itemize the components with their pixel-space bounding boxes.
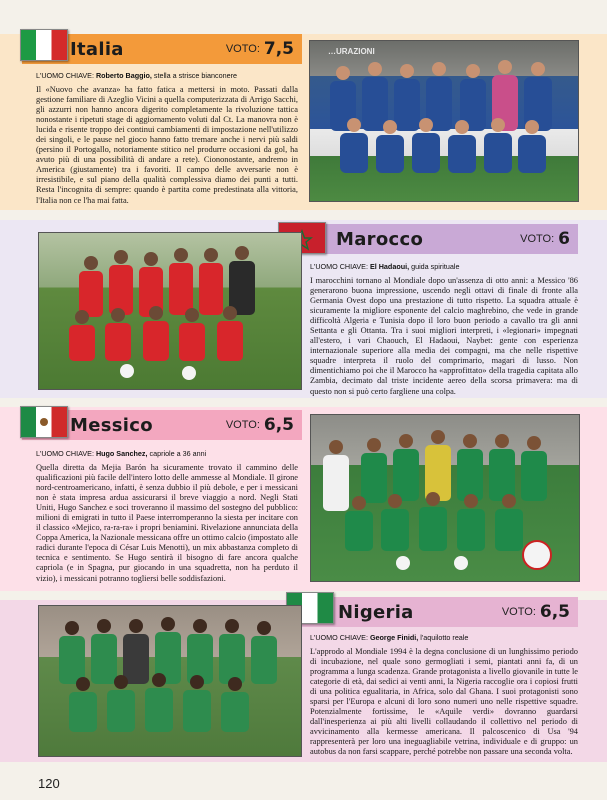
nigeria-players-illustration	[39, 606, 301, 756]
nigeria-team-name: Nigeria	[338, 601, 414, 623]
marocco-voto: 6	[558, 229, 570, 249]
marocco-team-photo	[38, 232, 302, 390]
italia-key-player: L'UOMO CHIAVE: Roberto Baggio, stella a strisce bianconere	[36, 71, 237, 80]
messico-players-illustration	[311, 415, 579, 581]
italia-team-photo	[309, 40, 579, 202]
italia-voto-label: VOTO:	[225, 43, 260, 55]
italia-voto: 7,5	[263, 39, 294, 59]
messico-article-text: Quella diretta da Mejia Barón ha sicuramente trovato il cammino delle qualificazioni più facile dell'intero lotto delle ammesse al Mondiale. Il girone nord-centroamericano, infatti, è senza dubbio il più debole, e per i messicani non è stata impresa ardua assicurarsi il breve viaggio a nord. Negli Stati Uniti, Hugo Sanchez e soci troveranno il massimo del sostegno del pubblico: milioni di emigrati in tutto il Paese interromperanno la siesta per incitare con il classico «Mejico, ra-ra-ra» i propri beniamini. Rivelazione annunciata della Coppa America, la Nazionale messicana offre un ottimo calcio (impostato alle radici durante l'epoca di César Luis Menotti), un mix abbastanza completo di tecnica e sentimento. Se Hugo sentirà il bisogno di fare ancora qualche capriola (e in Spagna, pur giocando in una squadretta, non ha perduto il vizio), i messicani potranno togliersi belle soddisfazioni.	[36, 463, 298, 583]
messico-voto: 6,5	[263, 415, 294, 435]
nigeria-key-player: L'UOMO CHIAVE: George Finidi, l'aquilotto reale	[310, 633, 469, 642]
nigeria-article-text: L'approdo al Mondiale 1994 è la degna conclusione di un lunghissimo periodo di incubazione, nel quale sono germogliati i semi, piantati anni fa, di un programma a lunga scadenza. Grande protagonista a livello giovanile in tutte le categorie di età, dai sedici ai venti anni, la Nigeria raccoglie ora i copiosi frutti di una politica egualitaria, in Africa, solo dal Ghana. I suoi protagonisti sono sparsi per l'Europa e alcuni di loro sono numeri uno nelle rispettive squadre. Potenzialmente fortissime, le «Aquile verdi» dovranno guardarsi dall'inesperienza ai più alti livelli collaudando il collettivo nel periodo di avvicinamento alla kermesse americana. Il palcoscenico di Usa '94 rappresenterà per loro una ineguagliabile vetrina, individuale e di gruppo: un autobus da non farsi scappare, perché potrebbe non passare una seconda volta.	[310, 647, 578, 757]
messico-voto-label: VOTO:	[225, 419, 260, 431]
messico-key-player-name: Hugo Sanchez,	[95, 449, 148, 458]
marocco-key-player-name: El Hadaoui,	[369, 262, 410, 271]
mexico-emblem-icon	[21, 407, 67, 437]
nigeria-voto: 6,5	[539, 602, 570, 622]
messico-team-photo	[310, 414, 580, 582]
italia-stadium-banner: …URAZIONI	[328, 47, 375, 56]
marocco-team-name: Marocco	[336, 228, 424, 250]
messico-team-name: Messico	[70, 414, 153, 436]
italia-key-player-name: Roberto Baggio,	[95, 71, 152, 80]
page-number: 120	[38, 776, 60, 791]
marocco-players-illustration	[39, 233, 301, 389]
italia-team-name: Italia	[70, 38, 124, 60]
italia-article-text: Il «Nuovo che avanza» ha fatto fatica a mettersi in moto. Passati dalla gestione familiare di Azeglio Vicini a quella computerizzata di Arrigo Sacchi, gli azzurri non hanno ancora digerito completamente la rivoluzione tattica nonostante i ripetuti stage di aggiornamento voluti dal Ct. La manovra non è lucida e risente troppo dei continui cambiamenti di impostazione nell'utilizzo dei singoli, e le pause nel gioco hanno fatto tremare anche i nervi più saldi (persino il Portogallo, notoriamente stitico nel produrre occasioni da gol, ha avuto più di una possibilità di andare a rete). Ciononostante, andremo in America (giustamente) tra i favoriti. Il campo delle avversarie non è irresistibile, e sul piano della qualità complessiva diamo dei punti a tutti. Resta l'incognita di sempre: quando è partita come predestinata alla vittoria, l'Italia non ce l'ha mai fatta.	[36, 85, 298, 205]
marocco-key-player: L'UOMO CHIAVE: El Hadaoui, guida spirituale	[310, 262, 460, 271]
mexico-flag-icon	[20, 406, 68, 438]
marocco-header-bar	[310, 224, 578, 254]
nigeria-team-photo	[38, 605, 302, 757]
italia-players-illustration	[310, 41, 578, 201]
marocco-voto-label: VOTO:	[520, 233, 555, 245]
nigeria-voto-label: VOTO:	[501, 606, 536, 618]
italy-flag-icon	[20, 29, 68, 61]
marocco-article-text: I marocchini tornano al Mondiale dopo un'assenza di otto anni: a Messico '86 generarono buona impressione, uscendo negli ottavi di finale di fronte alla Germania Ovest dopo una prestazione di tutto rispetto. La squadra attuale è sicuramente la migliore esponente del calcio maghrebino, che vede in grande difficoltà Algeria e Tunisia dopo il loro buon periodo a cavallo tra gli anni Settanta e gli Ottanta. Tra i suoi migliori interpreti, i «legionari» impegnati all'estero, i vari Chaouch, El Hadaoui, Naybet: gente con esperienza internazionale superiore alla media dei compagni, ma che nelle rispettive squadre interpreta il ruolo del comprimario, magari di lusso. Non dimentichiamo poi che il Marocco ha «approfittato» della tragedia capitata allo Zambia, decimato dal triste incidente aereo della scorsa primavera: ma di questo non si può certo fargliene una colpa.	[310, 276, 578, 396]
messico-key-player: L'UOMO CHIAVE: Hugo Sanchez, capriole a 36 anni	[36, 449, 207, 458]
nigeria-key-player-name: George Finidi,	[369, 633, 419, 642]
